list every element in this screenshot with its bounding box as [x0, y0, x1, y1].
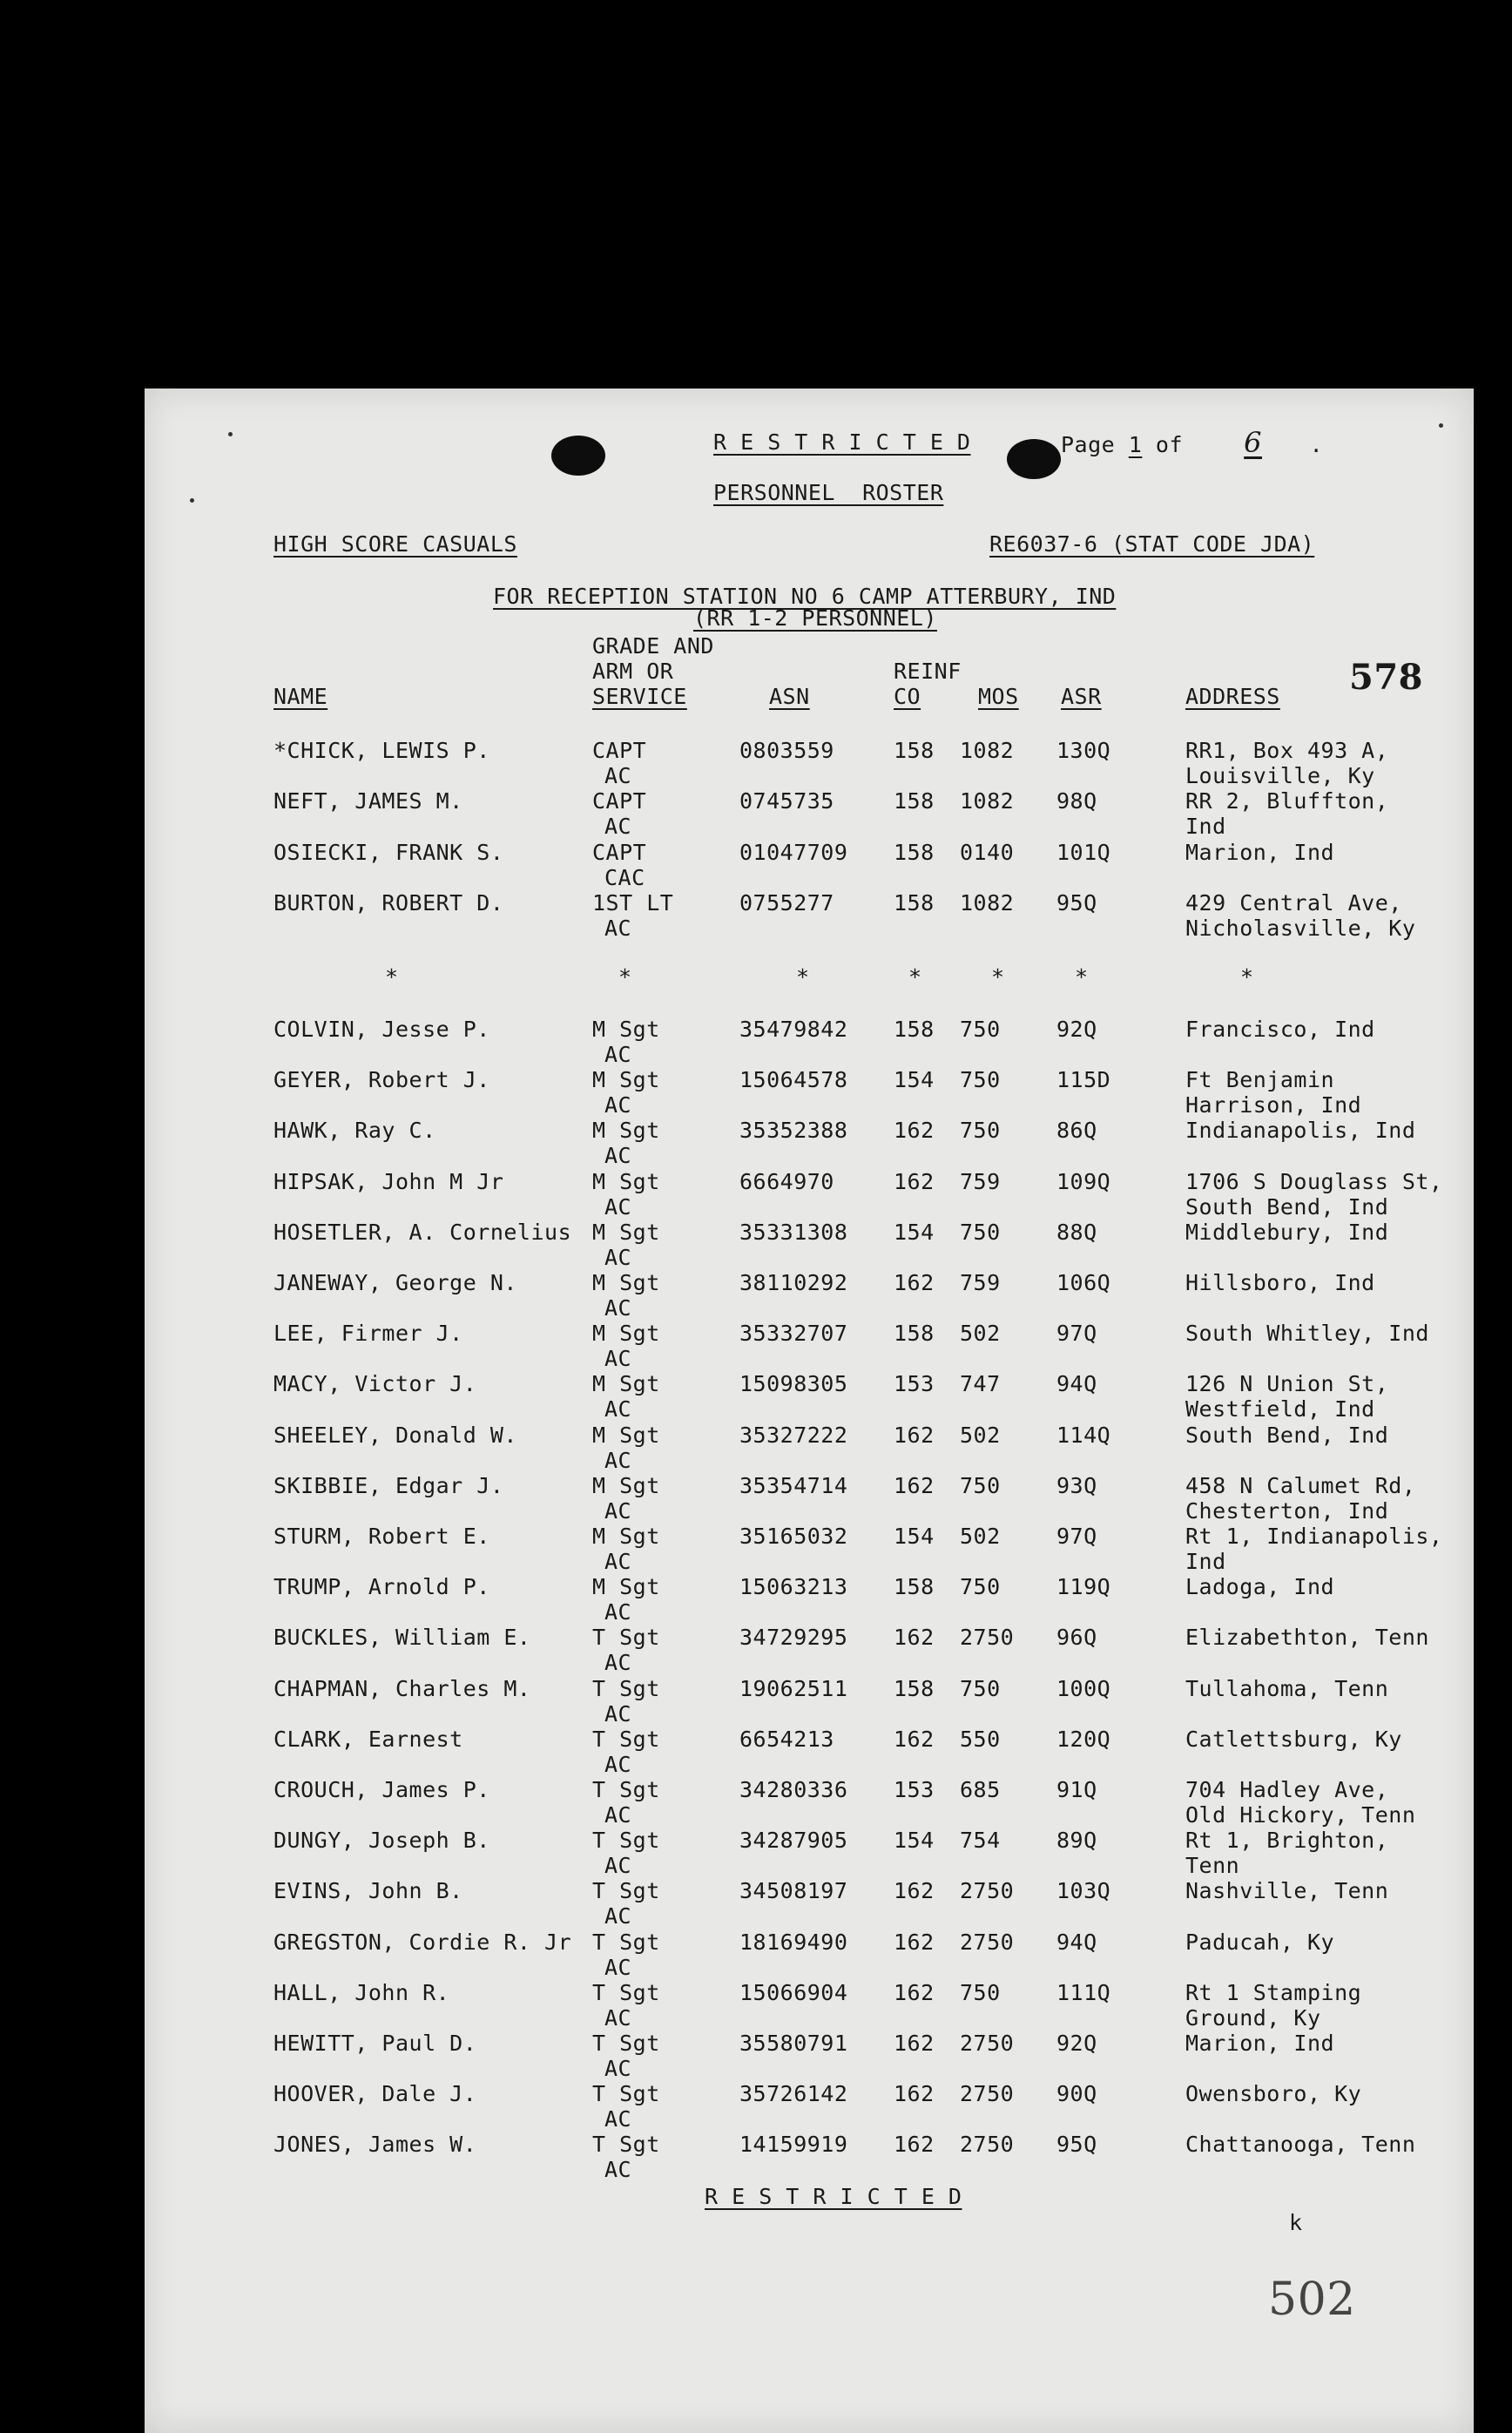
- cell-arm: AC: [604, 1903, 632, 1930]
- cell-mos: 750: [960, 1118, 1001, 1144]
- roster-code: RE6037-6 (STAT CODE JDA): [989, 531, 1315, 557]
- cell-addr2: Ind: [1185, 1549, 1226, 1574]
- cell-asr: 88Q: [1056, 1219, 1097, 1245]
- cell-arm: AC: [604, 1751, 632, 1777]
- cell-addr1: RR1, Box 493 A,: [1185, 738, 1389, 763]
- cell-name: EVINS, John B.: [273, 1878, 463, 1904]
- cell-name: GEYER, Robert J.: [273, 1067, 490, 1093]
- cell-addr2: Ind: [1185, 814, 1226, 840]
- cell-grade: T Sgt: [592, 2081, 660, 2107]
- cell-addr1: Elizabethton, Tenn: [1185, 1625, 1429, 1651]
- cell-addr1: Nashville, Tenn: [1185, 1878, 1389, 1904]
- cell-grade: T Sgt: [592, 1979, 660, 2005]
- col-address: ADDRESS: [1185, 684, 1280, 709]
- cell-mos: 502: [960, 1524, 1001, 1549]
- cell-arm: AC: [604, 1193, 632, 1220]
- cell-arm: AC: [604, 1497, 632, 1524]
- cell-addr2: Ground, Ky: [1185, 2004, 1321, 2031]
- cell-name: CLARK, Earnest: [273, 1726, 463, 1752]
- cell-arm: AC: [604, 1396, 632, 1423]
- cell-asn: 0803559: [739, 738, 834, 763]
- cell-grade: T Sgt: [592, 1777, 660, 1802]
- cell-asr: 95Q: [1056, 889, 1097, 916]
- cell-addr1: Owensboro, Ky: [1185, 2081, 1362, 2107]
- cell-name: NEFT, JAMES M.: [273, 788, 463, 814]
- cell-asr: 92Q: [1056, 1017, 1097, 1042]
- cell-name: GREGSTON, Cordie R. Jr: [273, 1929, 572, 1955]
- cell-name: MACY, Victor J.: [273, 1371, 477, 1397]
- cell-arm: AC: [604, 1295, 632, 1321]
- cell-asn: 15098305: [739, 1371, 848, 1397]
- document-page: [145, 389, 1474, 2433]
- cell-asn: 15063213: [739, 1574, 848, 1600]
- page-number: 1: [1128, 432, 1143, 457]
- cell-asr: 89Q: [1056, 1828, 1097, 1854]
- cell-co: 158: [894, 839, 935, 865]
- group-title: HIGH SCORE CASUALS: [273, 531, 517, 557]
- separator-asterisk: *: [385, 964, 399, 990]
- cell-name: HALL, John R.: [273, 1979, 450, 2005]
- cell-name: JANEWAY, George N.: [273, 1270, 517, 1295]
- cell-asr: 101Q: [1056, 839, 1111, 865]
- cell-co: 158: [894, 1574, 935, 1600]
- cell-mos: 750: [960, 1017, 1001, 1042]
- cell-name: *CHICK, LEWIS P.: [273, 738, 490, 763]
- page-indicator: Page 1 of 6 .: [1061, 426, 1324, 459]
- cell-asn: 0745735: [739, 788, 834, 814]
- cell-co: 162: [894, 1168, 935, 1194]
- cell-addr1: Rt 1, Brighton,: [1185, 1828, 1389, 1854]
- cell-asr: 91Q: [1056, 1777, 1097, 1802]
- cell-arm: AC: [604, 1700, 632, 1727]
- separator-asterisk: *: [796, 964, 810, 990]
- separator-asterisk: *: [618, 964, 632, 990]
- cell-asr: 115D: [1056, 1067, 1111, 1093]
- cell-grade: 1ST LT: [592, 889, 674, 916]
- cell-mos: 754: [960, 1828, 1001, 1854]
- cell-asn: 34280336: [739, 1777, 848, 1802]
- cell-asr: 97Q: [1056, 1524, 1097, 1549]
- cell-grade: T Sgt: [592, 1878, 660, 1904]
- cell-co: 153: [894, 1777, 935, 1802]
- stamp-number: 578: [1349, 657, 1423, 698]
- cell-arm: AC: [604, 2157, 632, 2183]
- cell-asn: 35327222: [739, 1422, 848, 1448]
- cell-grade: M Sgt: [592, 1270, 660, 1295]
- cell-mos: 2750: [960, 2031, 1015, 2056]
- cell-grade: M Sgt: [592, 1321, 660, 1347]
- cell-name: JONES, James W.: [273, 2132, 477, 2158]
- cell-asn: 35580791: [739, 2031, 848, 2056]
- cell-co: 162: [894, 2031, 935, 2056]
- cell-mos: 2750: [960, 1878, 1015, 1904]
- cell-arm: AC: [604, 915, 632, 941]
- station-title: FOR RECEPTION STATION NO 6 CAMP ATTERBURY, IND: [493, 584, 1117, 609]
- cell-mos: 502: [960, 1422, 1001, 1448]
- restricted-footer: R E S T R I C T E D: [705, 2184, 962, 2209]
- col-reinf-2: CO: [894, 684, 921, 709]
- cell-grade: T Sgt: [592, 2031, 660, 2056]
- cell-arm: AC: [604, 1549, 632, 1574]
- cell-mos: 750: [960, 1067, 1001, 1093]
- cell-arm: AC: [604, 1092, 632, 1119]
- cell-arm: AC: [604, 1853, 632, 1879]
- cell-name: STURM, Robert E.: [273, 1524, 490, 1549]
- cell-grade: M Sgt: [592, 1067, 660, 1093]
- cell-asn: 01047709: [739, 839, 848, 865]
- cell-asr: 97Q: [1056, 1321, 1097, 1347]
- cell-co: 158: [894, 889, 935, 916]
- cell-mos: 750: [960, 1574, 1001, 1600]
- punch-hole-left: [551, 436, 605, 476]
- cell-co: 162: [894, 1472, 935, 1498]
- cell-name: HAWK, Ray C.: [273, 1118, 436, 1144]
- cell-mos: 747: [960, 1371, 1001, 1397]
- cell-co: 154: [894, 1828, 935, 1854]
- cell-addr1: 458 N Calumet Rd,: [1185, 1472, 1416, 1498]
- cell-asr: 92Q: [1056, 2031, 1097, 2056]
- cell-co: 153: [894, 1371, 935, 1397]
- cell-addr2: Louisville, Ky: [1185, 763, 1375, 788]
- cell-asn: 34287905: [739, 1828, 848, 1854]
- cell-grade: M Sgt: [592, 1168, 660, 1194]
- cell-addr1: Tullahoma, Tenn: [1185, 1675, 1389, 1701]
- cell-name: SHEELEY, Donald W.: [273, 1422, 517, 1448]
- cell-name: DUNGY, Joseph B.: [273, 1828, 490, 1854]
- cell-asr: 100Q: [1056, 1675, 1111, 1701]
- cell-asn: 35331308: [739, 1219, 848, 1245]
- cell-addr2: Old Hickory, Tenn: [1185, 1802, 1416, 1828]
- cell-mos: 685: [960, 1777, 1001, 1802]
- cell-arm: AC: [604, 1650, 632, 1676]
- cell-addr1: 126 N Union St,: [1185, 1371, 1389, 1397]
- cell-name: HIPSAK, John M Jr: [273, 1168, 504, 1194]
- cell-asn: 35352388: [739, 1118, 848, 1144]
- cell-addr2: Westfield, Ind: [1185, 1396, 1375, 1423]
- cell-asn: 35726142: [739, 2081, 848, 2107]
- cell-addr1: Marion, Ind: [1185, 2031, 1335, 2056]
- cell-mos: 750: [960, 1472, 1001, 1498]
- cell-addr2: South Bend, Ind: [1185, 1193, 1389, 1220]
- cell-co: 162: [894, 1878, 935, 1904]
- page-total: 6: [1244, 426, 1262, 459]
- initial-mark: k: [1289, 2210, 1303, 2235]
- cell-arm: AC: [604, 1599, 632, 1625]
- cell-asr: 94Q: [1056, 1929, 1097, 1955]
- cell-asn: 0755277: [739, 889, 834, 916]
- cell-name: SKIBBIE, Edgar J.: [273, 1472, 504, 1498]
- cell-co: 158: [894, 738, 935, 763]
- cell-asr: 93Q: [1056, 1472, 1097, 1498]
- cell-co: 158: [894, 1321, 935, 1347]
- cell-asn: 38110292: [739, 1270, 848, 1295]
- cell-asn: 35479842: [739, 1017, 848, 1042]
- cell-asr: 114Q: [1056, 1422, 1111, 1448]
- cell-mos: 759: [960, 1270, 1001, 1295]
- page-of: of: [1155, 432, 1184, 457]
- cell-addr1: Middlebury, Ind: [1185, 1219, 1389, 1245]
- paper-speck: [228, 432, 233, 436]
- cell-asn: 35165032: [739, 1524, 848, 1549]
- col-mos: MOS: [978, 684, 1019, 709]
- cell-asn: 35332707: [739, 1321, 848, 1347]
- separator-asterisk: *: [1075, 964, 1089, 990]
- cell-addr1: South Bend, Ind: [1185, 1422, 1389, 1448]
- cell-grade: T Sgt: [592, 1828, 660, 1854]
- cell-asr: 94Q: [1056, 1371, 1097, 1397]
- col-grade-1: GRADE AND: [592, 633, 714, 659]
- cell-asr: 103Q: [1056, 1878, 1111, 1904]
- cell-arm: AC: [604, 1346, 632, 1372]
- cell-co: 162: [894, 1625, 935, 1651]
- separator-asterisk: *: [908, 964, 922, 990]
- cell-addr1: Ft Benjamin: [1185, 1067, 1335, 1093]
- cell-asr: 95Q: [1056, 2132, 1097, 2158]
- cell-grade: M Sgt: [592, 1017, 660, 1042]
- handwritten-number: 502: [1268, 2274, 1356, 2326]
- cell-arm: AC: [604, 1802, 632, 1828]
- cell-asr: 106Q: [1056, 1270, 1111, 1295]
- cell-asn: 19062511: [739, 1675, 848, 1701]
- cell-grade: M Sgt: [592, 1524, 660, 1549]
- cell-co: 162: [894, 1726, 935, 1752]
- cell-name: BURTON, ROBERT D.: [273, 889, 504, 916]
- col-grade-3: SERVICE: [592, 684, 687, 709]
- cell-name: BUCKLES, William E.: [273, 1625, 531, 1651]
- cell-grade: M Sgt: [592, 1371, 660, 1397]
- cell-grade: T Sgt: [592, 1726, 660, 1752]
- cell-addr1: Ladoga, Ind: [1185, 1574, 1335, 1600]
- col-name: NAME: [273, 684, 328, 709]
- cell-grade: T Sgt: [592, 1929, 660, 1955]
- cell-arm: AC: [604, 814, 632, 840]
- cell-asr: 130Q: [1056, 738, 1111, 763]
- cell-grade: T Sgt: [592, 2132, 660, 2158]
- cell-name: COLVIN, Jesse P.: [273, 1017, 490, 1042]
- cell-addr1: 704 Hadley Ave,: [1185, 1777, 1389, 1802]
- cell-asn: 35354714: [739, 1472, 848, 1498]
- cell-addr1: Francisco, Ind: [1185, 1017, 1375, 1042]
- cell-mos: 1082: [960, 889, 1015, 916]
- cell-addr1: Rt 1 Stamping: [1185, 1979, 1362, 2005]
- cell-grade: M Sgt: [592, 1219, 660, 1245]
- cell-grade: T Sgt: [592, 1675, 660, 1701]
- cell-mos: 1082: [960, 788, 1015, 814]
- cell-arm: AC: [604, 2106, 632, 2132]
- cell-arm: AC: [604, 2056, 632, 2081]
- cell-addr2: Tenn: [1185, 1853, 1240, 1879]
- cell-grade: M Sgt: [592, 1118, 660, 1144]
- cell-grade: CAPT: [592, 738, 647, 763]
- col-asr: ASR: [1061, 684, 1102, 709]
- cell-grade: M Sgt: [592, 1422, 660, 1448]
- cell-grade: M Sgt: [592, 1472, 660, 1498]
- cell-asn: 15064578: [739, 1067, 848, 1093]
- cell-co: 162: [894, 1979, 935, 2005]
- cell-addr2: Chesterton, Ind: [1185, 1497, 1389, 1524]
- cell-co: 158: [894, 1675, 935, 1701]
- cell-asr: 96Q: [1056, 1625, 1097, 1651]
- col-reinf-1: REINF: [894, 659, 962, 684]
- cell-mos: 1082: [960, 738, 1015, 763]
- cell-addr1: Catlettsburg, Ky: [1185, 1726, 1402, 1752]
- cell-co: 154: [894, 1524, 935, 1549]
- cell-addr1: Rt 1, Indianapolis,: [1185, 1524, 1443, 1549]
- punch-hole-right: [1007, 439, 1061, 479]
- cell-addr1: Marion, Ind: [1185, 839, 1335, 865]
- cell-name: HOSETLER, A. Cornelius: [273, 1219, 572, 1245]
- cell-arm: AC: [604, 1244, 632, 1270]
- page-prefix: Page: [1061, 432, 1116, 457]
- cell-co: 162: [894, 2081, 935, 2107]
- cell-addr1: Chattanooga, Tenn: [1185, 2132, 1416, 2158]
- cell-name: LEE, Firmer J.: [273, 1321, 463, 1347]
- cell-mos: 750: [960, 1979, 1001, 2005]
- cell-addr1: Indianapolis, Ind: [1185, 1118, 1416, 1144]
- cell-name: HOOVER, Dale J.: [273, 2081, 477, 2107]
- cell-grade: T Sgt: [592, 1625, 660, 1651]
- cell-mos: 2750: [960, 1625, 1015, 1651]
- cell-co: 162: [894, 1270, 935, 1295]
- cell-co: 162: [894, 1929, 935, 1955]
- cell-mos: 750: [960, 1219, 1001, 1245]
- paper-speck: [1439, 423, 1443, 428]
- cell-co: 158: [894, 1017, 935, 1042]
- cell-addr1: Hillsboro, Ind: [1185, 1270, 1375, 1295]
- cell-asr: 86Q: [1056, 1118, 1097, 1144]
- cell-arm: AC: [604, 2004, 632, 2031]
- cell-asr: 109Q: [1056, 1168, 1111, 1194]
- paper-speck: [190, 498, 194, 503]
- personnel-type: (RR 1-2 PERSONNEL): [693, 605, 937, 631]
- cell-mos: 2750: [960, 1929, 1015, 1955]
- cell-arm: AC: [604, 1143, 632, 1169]
- cell-mos: 550: [960, 1726, 1001, 1752]
- cell-mos: 502: [960, 1321, 1001, 1347]
- cell-asn: 15066904: [739, 1979, 848, 2005]
- cell-co: 154: [894, 1067, 935, 1093]
- cell-asn: 18169490: [739, 1929, 848, 1955]
- cell-addr2: Nicholasville, Ky: [1185, 915, 1416, 941]
- cell-name: HEWITT, Paul D.: [273, 2031, 477, 2056]
- cell-arm: CAC: [604, 864, 645, 890]
- cell-asn: 14159919: [739, 2132, 848, 2158]
- cell-addr1: RR 2, Bluffton,: [1185, 788, 1389, 814]
- cell-addr1: 1706 S Douglass St,: [1185, 1168, 1443, 1194]
- col-asn: ASN: [769, 684, 810, 709]
- cell-asn: 34508197: [739, 1878, 848, 1904]
- cell-arm: AC: [604, 1042, 632, 1067]
- cell-name: OSIECKI, FRANK S.: [273, 839, 504, 865]
- cell-arm: AC: [604, 1447, 632, 1473]
- cell-grade: CAPT: [592, 839, 647, 865]
- cell-name: TRUMP, Arnold P.: [273, 1574, 490, 1600]
- cell-co: 154: [894, 1219, 935, 1245]
- cell-mos: 759: [960, 1168, 1001, 1194]
- cell-co: 158: [894, 788, 935, 814]
- cell-co: 162: [894, 1118, 935, 1144]
- cell-asn: 6654213: [739, 1726, 834, 1752]
- cell-co: 162: [894, 1422, 935, 1448]
- cell-grade: CAPT: [592, 788, 647, 814]
- cell-mos: 750: [960, 1675, 1001, 1701]
- cell-name: CHAPMAN, Charles M.: [273, 1675, 531, 1701]
- cell-arm: AC: [604, 1954, 632, 1980]
- cell-addr1: 429 Central Ave,: [1185, 889, 1402, 916]
- restricted-header: R E S T R I C T E D: [713, 429, 971, 455]
- roster-title: PERSONNEL ROSTER: [713, 480, 944, 505]
- cell-asr: 120Q: [1056, 1726, 1111, 1752]
- cell-asn: 6664970: [739, 1168, 834, 1194]
- cell-asr: 119Q: [1056, 1574, 1111, 1600]
- cell-arm: AC: [604, 763, 632, 788]
- cell-name: CROUCH, James P.: [273, 1777, 490, 1802]
- separator-asterisk: *: [991, 964, 1005, 990]
- separator-asterisk: *: [1240, 964, 1254, 990]
- cell-mos: 0140: [960, 839, 1015, 865]
- cell-addr1: Paducah, Ky: [1185, 1929, 1335, 1955]
- cell-co: 162: [894, 2132, 935, 2158]
- col-grade-2: ARM OR: [592, 659, 674, 684]
- cell-asn: 34729295: [739, 1625, 848, 1651]
- cell-addr1: South Whitley, Ind: [1185, 1321, 1429, 1347]
- cell-mos: 2750: [960, 2132, 1015, 2158]
- cell-asr: 98Q: [1056, 788, 1097, 814]
- cell-grade: M Sgt: [592, 1574, 660, 1600]
- cell-asr: 111Q: [1056, 1979, 1111, 2005]
- cell-asr: 90Q: [1056, 2081, 1097, 2107]
- cell-mos: 2750: [960, 2081, 1015, 2107]
- cell-addr2: Harrison, Ind: [1185, 1092, 1362, 1119]
